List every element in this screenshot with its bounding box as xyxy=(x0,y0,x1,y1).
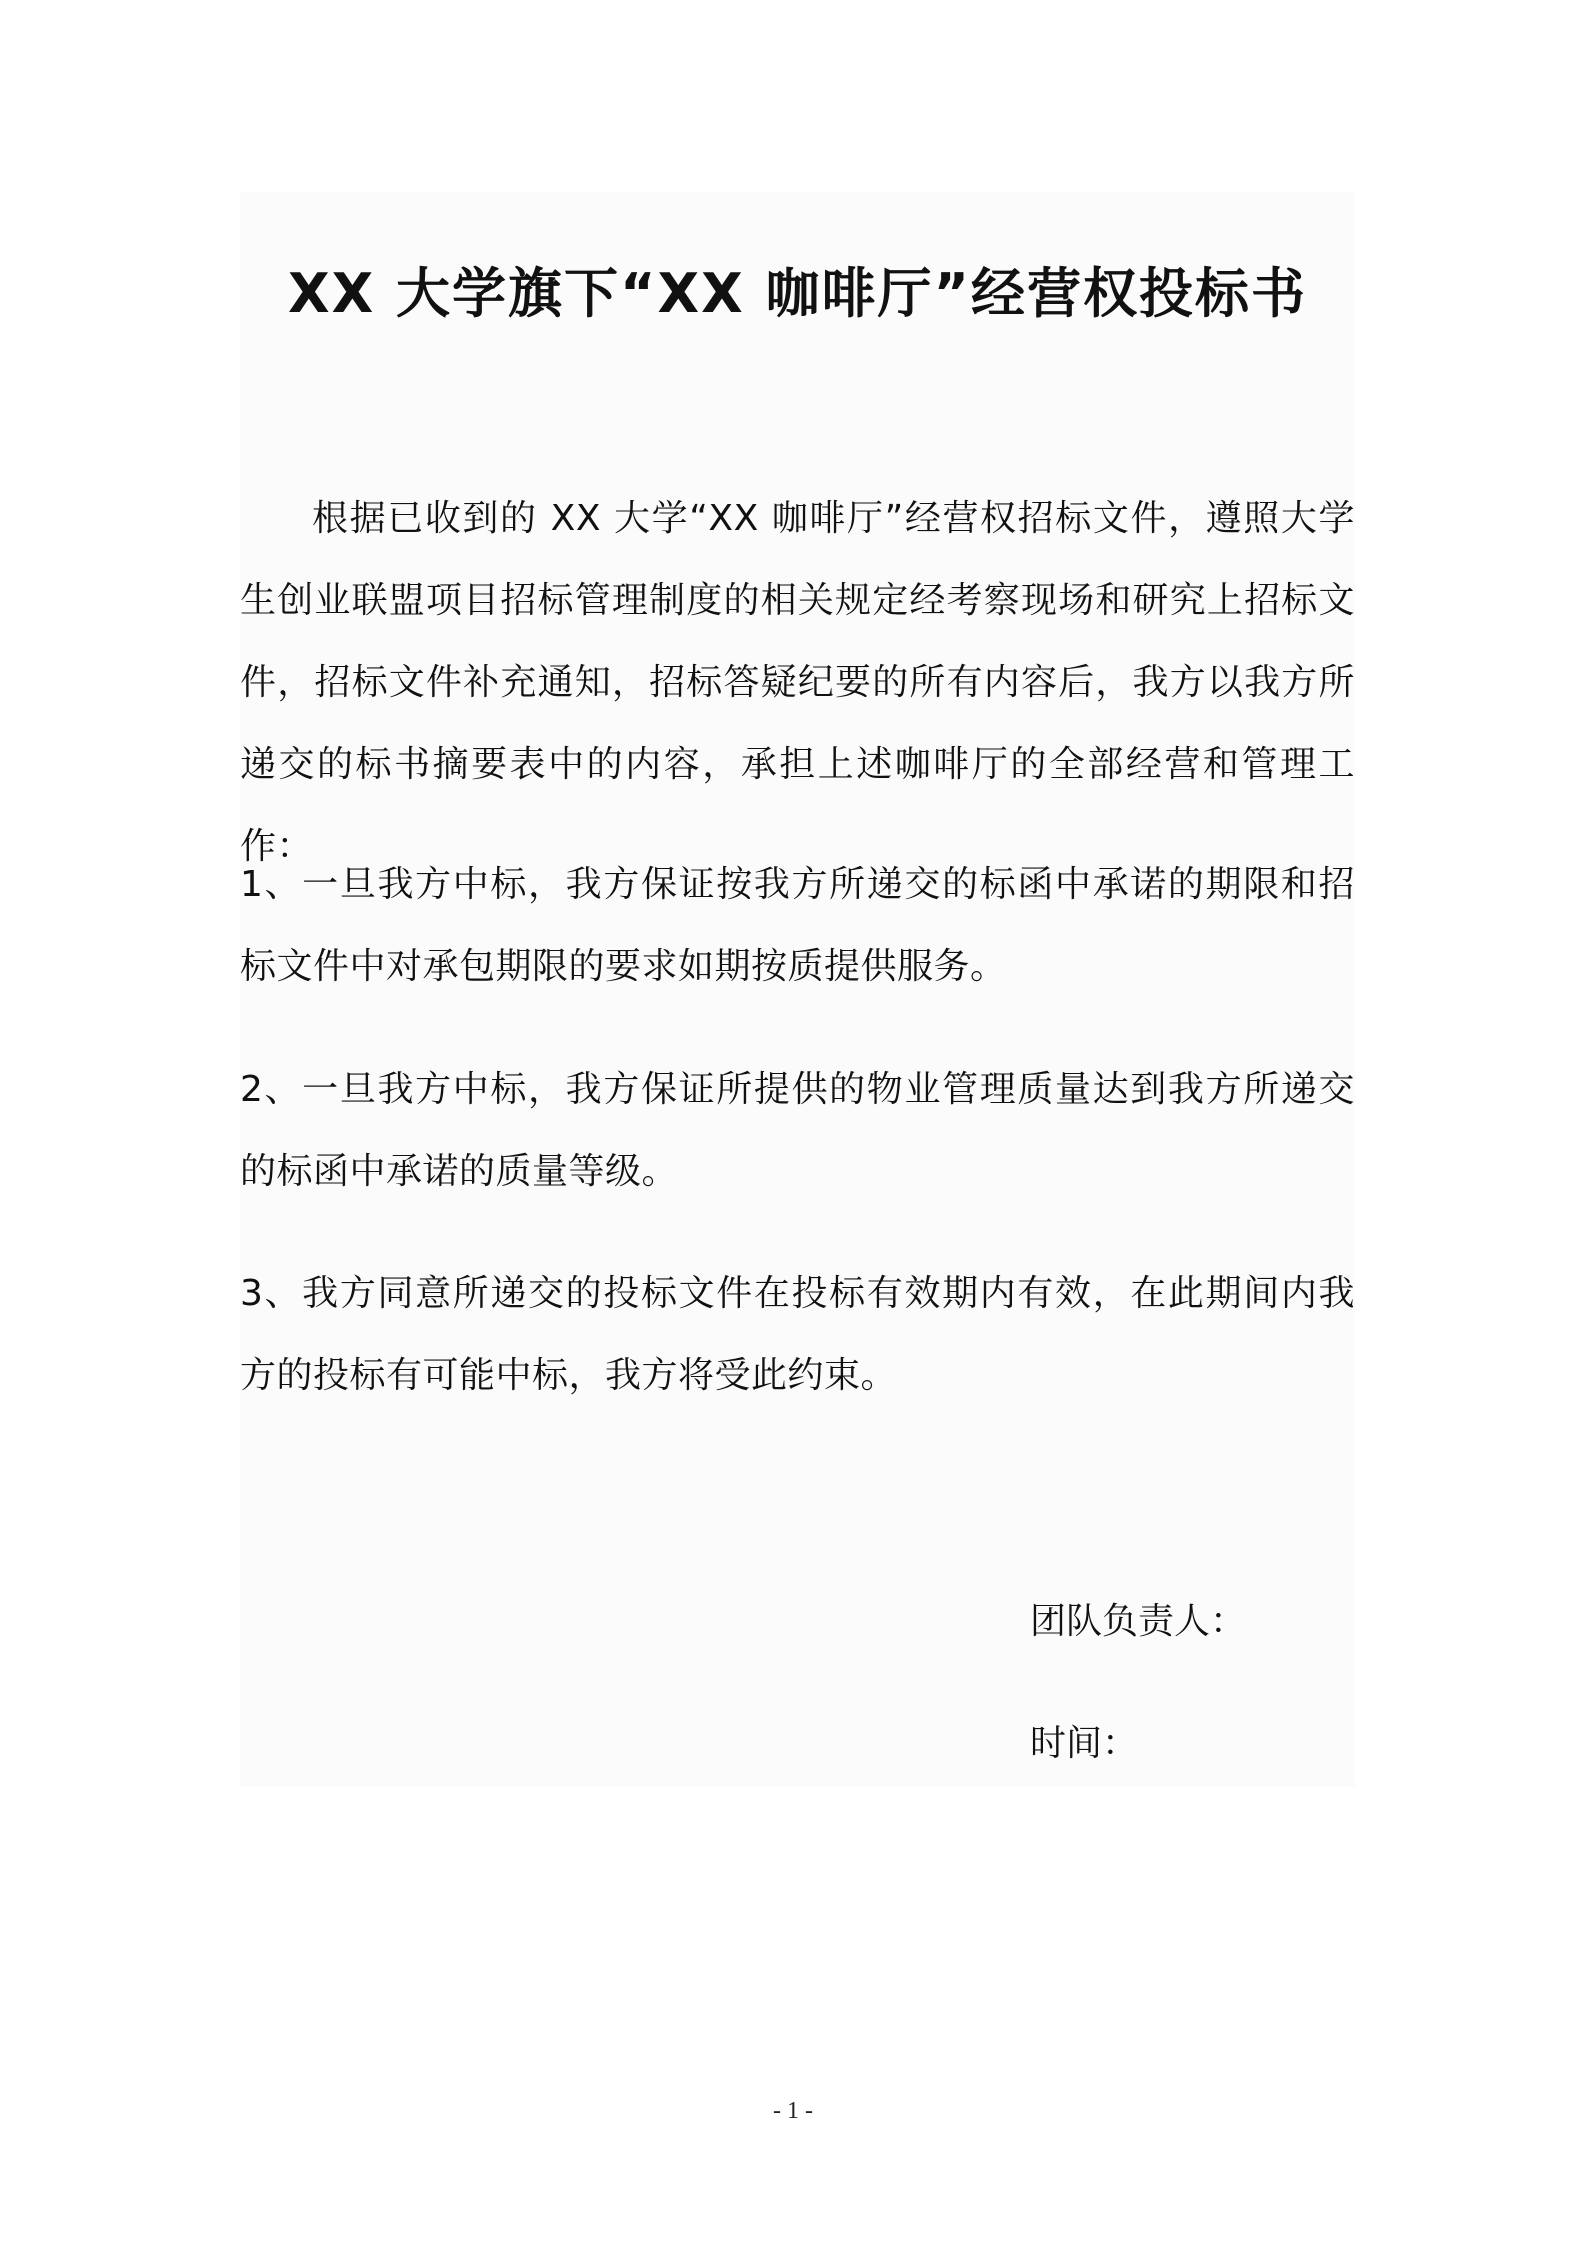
intro-paragraph: 根据已收到的 XX 大学“XX 咖啡厅”经营权招标文件，遵照大学生创业联盟项目招标管理制度的相关规定经考察现场和研究上招标文件，招标文件补充通知，招标答疑纪要的所有内容后，我方以我方所递交的标书摘要表中的内容，承担上述咖啡厅的全部经营和管理工作： xyxy=(240,498,1355,867)
team-leader-label: 团队负责人： xyxy=(1030,1601,1247,1642)
document-title: XX 大学旗下“XX 咖啡厅”经营权投标书 xyxy=(287,262,1308,326)
clause-3: 3、我方同意所递交的投标文件在投标有效期内有效，在此期间内我方的投标有可能中标，我方将受此约束。 xyxy=(240,1273,1355,1396)
clause-2: 2、一旦我方中标，我方保证所提供的物业管理质量达到我方所递交的标函中承诺的质量等级。 xyxy=(240,1069,1355,1192)
date-label: 时间： xyxy=(1030,1723,1139,1764)
page-number: - 1 - xyxy=(773,2098,813,2124)
clause-1: 1、一旦我方中标，我方保证按我方所递交的标函中承诺的期限和招标文件中对承包期限的要求如期按质提供服务。 xyxy=(240,864,1355,987)
